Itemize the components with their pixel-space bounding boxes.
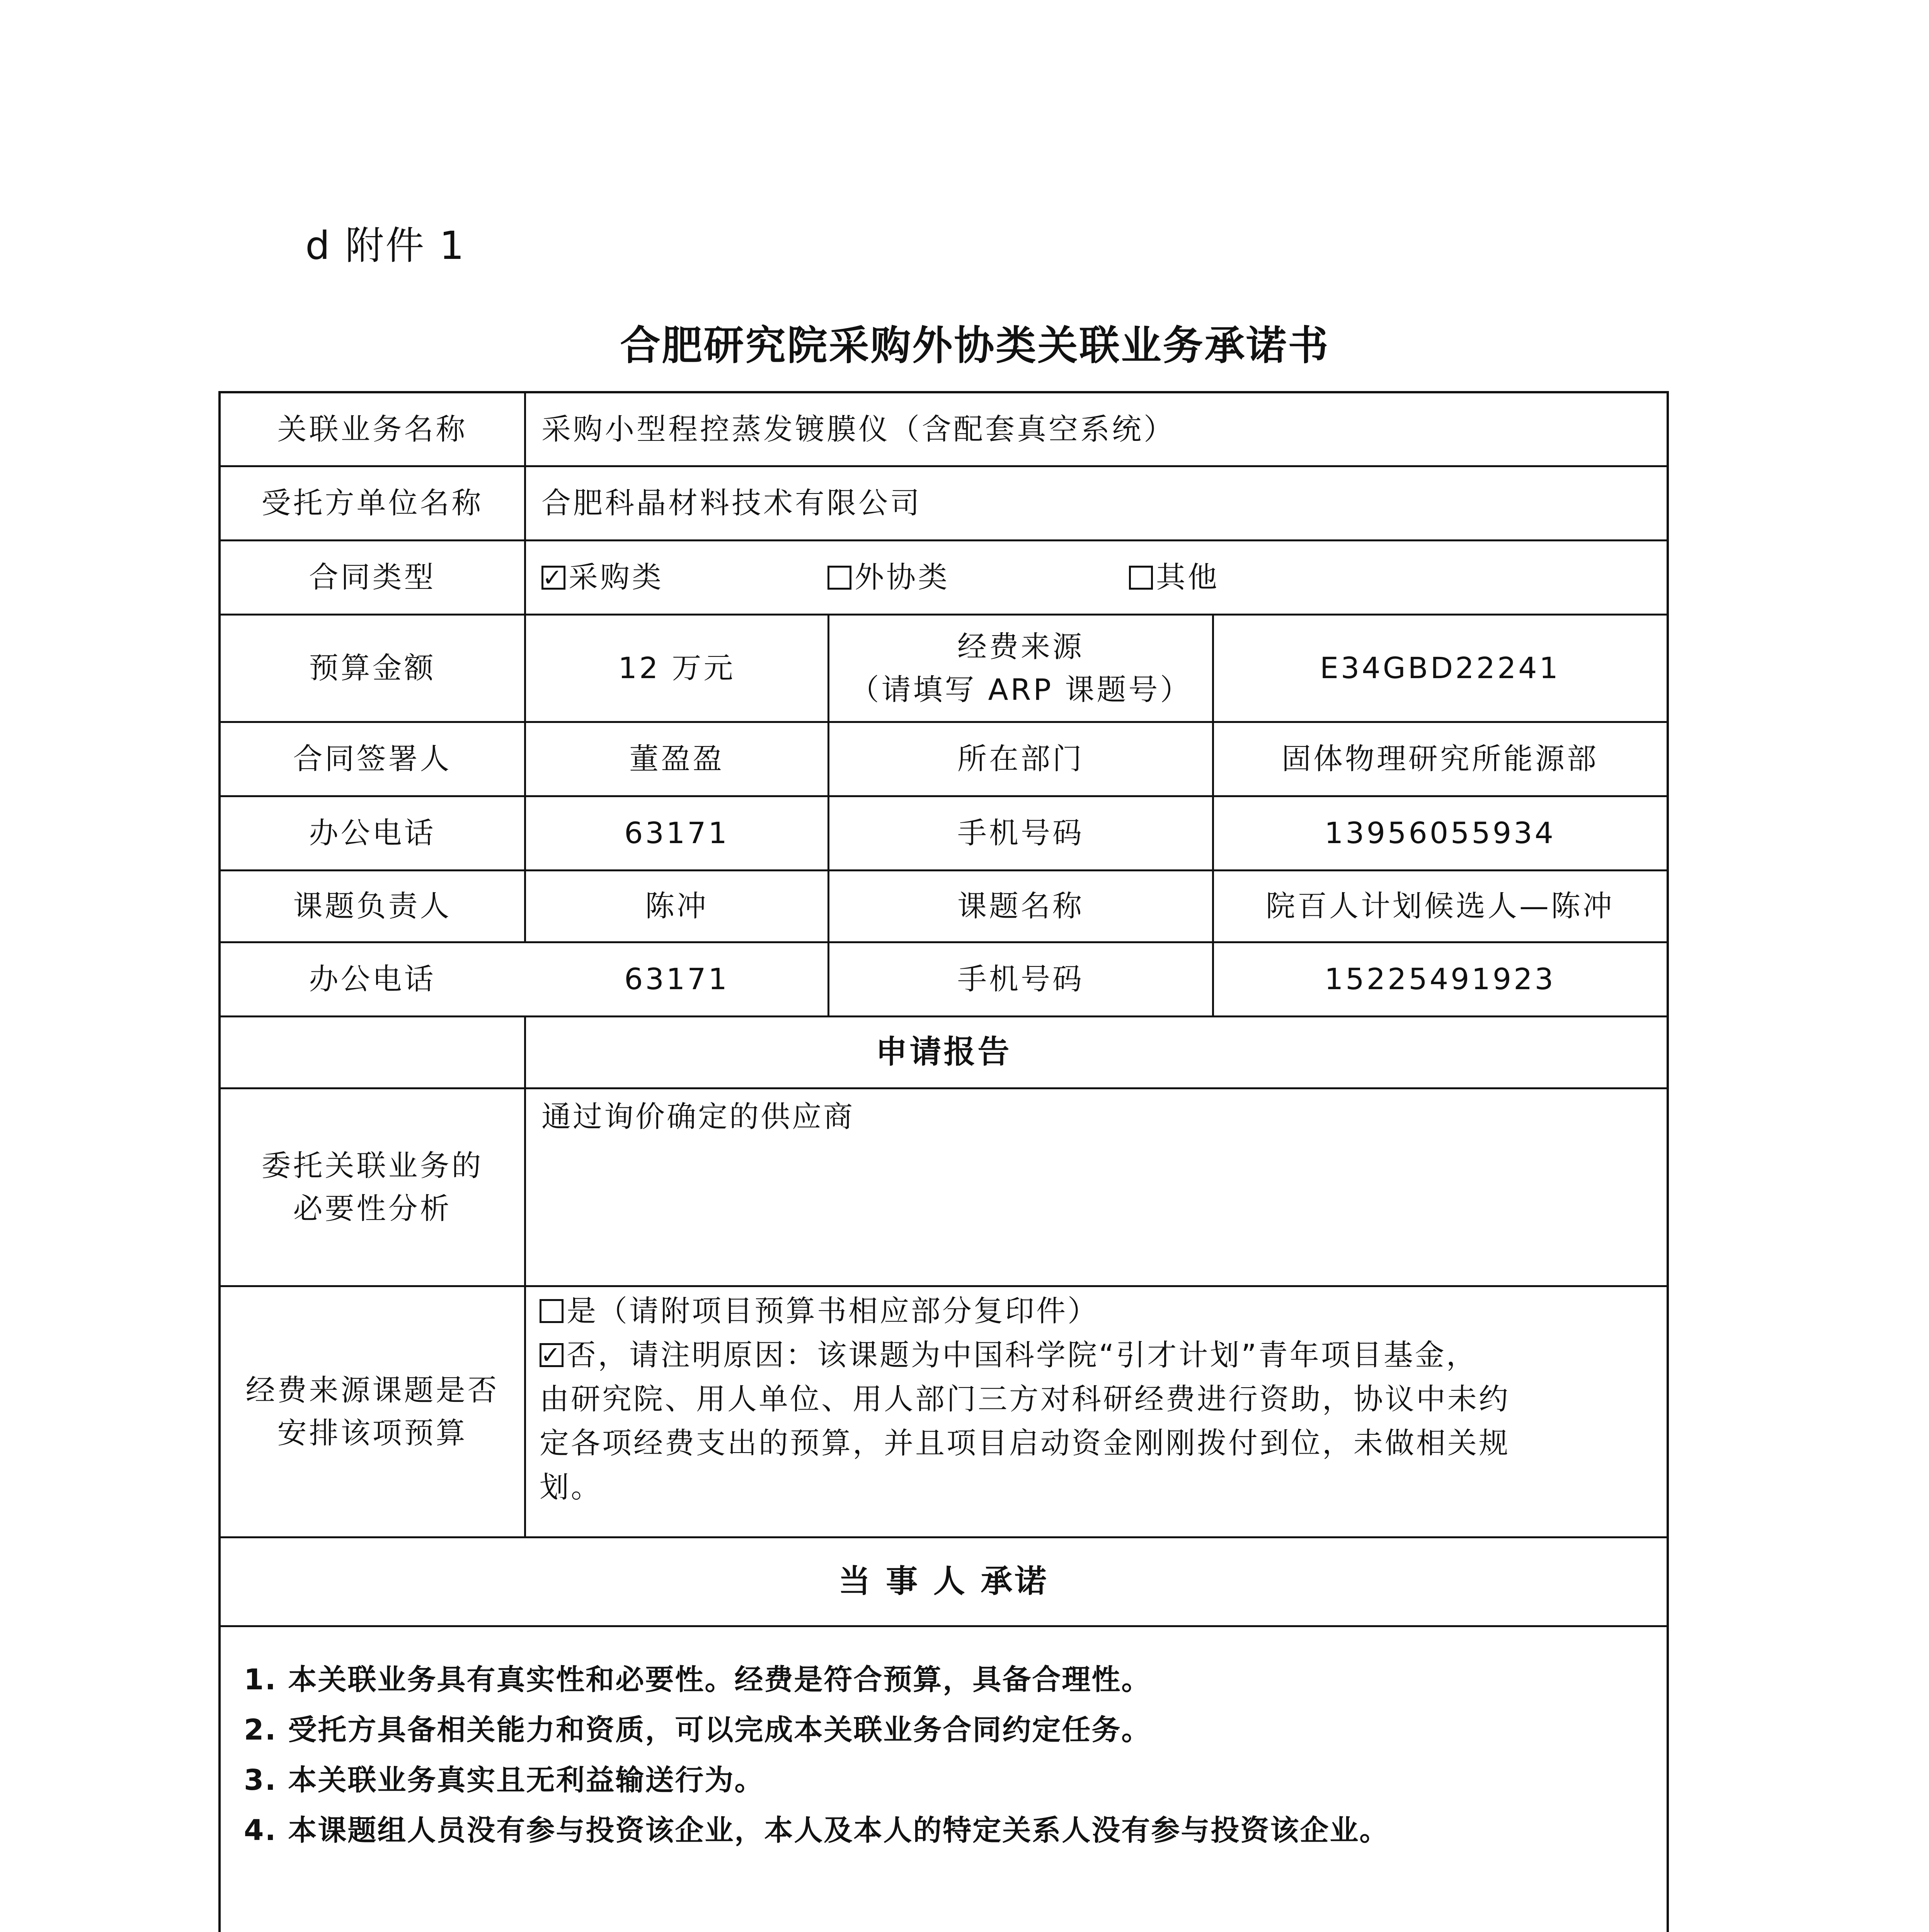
office-phone-value: 63171 (624, 816, 729, 850)
checkbox-icon[interactable] (827, 566, 851, 590)
trustee-unit-value: 合肥科晶材料技术有限公司 (541, 486, 922, 520)
commitment-section-header: 当 事 人 承诺 (838, 1563, 1049, 1600)
checkbox-icon[interactable]: ✓ (540, 1343, 564, 1367)
option-yes[interactable] (540, 1289, 1657, 1333)
option-no[interactable] (540, 1333, 1657, 1377)
project-name-label: 课题名称 (957, 889, 1084, 923)
budget-value: 12 万元 (618, 651, 736, 685)
business-name-label: 关联业务名称 (277, 412, 468, 446)
necessity-label-line: 必要性分析 (293, 1191, 452, 1226)
funding-source-hint: （请填写 ARP 课题号） (850, 672, 1192, 707)
arp-code: E34GBD22241 (1319, 651, 1561, 685)
necessity-label (221, 1089, 524, 1285)
commitment-item: 1. 本关联业务具有真实性和必要性。经费是符合预算，具备合理性。 (244, 1663, 1151, 1696)
reason-line: 划。 (540, 1470, 602, 1504)
signer-value: 董盈盈 (629, 742, 724, 776)
department-label: 所在部门 (957, 742, 1084, 776)
option-yes-label: 是（请附项目预算书相应部分复印件） (567, 1294, 1099, 1328)
commitment-item: 4. 本课题组人员没有参与投资该企业，本人及本人的特定关系人没有参与投资该企业。 (244, 1814, 1389, 1847)
contract-type-label: 合同类型 (309, 560, 436, 595)
office-phone-value: 63171 (624, 962, 729, 997)
checkbox-icon[interactable]: ✓ (541, 566, 565, 590)
project-leader-label: 课题负责人 (293, 889, 452, 923)
checkbox-icon[interactable] (540, 1299, 564, 1323)
option-label: 其他 (1156, 560, 1219, 595)
option-other[interactable] (1129, 556, 1219, 599)
business-name-value: 采购小型程控蒸发镀膜仪（含配套真空系统） (541, 412, 1175, 446)
project-name-value: 院百人计划候选人—陈冲 (1266, 889, 1614, 923)
checkbox-icon[interactable] (1129, 566, 1153, 590)
mobile-value: 13956055934 (1325, 816, 1556, 850)
option-no-label: 否，请注明原因：该课题为中国科学院“引才计划”青年项目基金， (567, 1338, 1478, 1372)
trustee-unit-label: 受托方单位名称 (261, 486, 484, 520)
budget-label: 预算金额 (309, 651, 436, 685)
document-title: 合肥研究院采购外协类关联业务承诺书 (620, 322, 1330, 369)
commitment-form (218, 391, 1669, 1932)
mobile-value: 15225491923 (1325, 962, 1556, 997)
office-phone-label: 办公电话 (309, 816, 436, 850)
office-phone-label: 办公电话 (309, 962, 436, 997)
mobile-label: 手机号码 (957, 816, 1084, 850)
funding-source-title: 经费来源 (957, 629, 1084, 664)
column-divider (524, 1015, 526, 1536)
budget-arranged-label-line: 安排该项预算 (277, 1415, 468, 1450)
commitment-item: 2. 受托方具备相关能力和资质，可以完成本关联业务合同约定任务。 (244, 1713, 1151, 1747)
mobile-label: 手机号码 (957, 962, 1084, 997)
project-leader-value: 陈冲 (645, 889, 708, 923)
budget-arranged-answer (540, 1289, 1657, 1509)
department-value: 固体物理研究所能源部 (1282, 742, 1599, 776)
necessity-label-line: 委托关联业务的 (261, 1148, 484, 1183)
commitment-item: 3. 本关联业务真实且无利益输送行为。 (244, 1764, 764, 1797)
funding-source-label (829, 616, 1212, 721)
attachment-label: d 附件 1 (305, 223, 466, 268)
reason-line: 定各项经费支出的预算，并且项目启动资金刚刚拨付到位，未做相关规 (540, 1426, 1510, 1460)
row-divider (221, 1625, 1667, 1627)
option-label: 外协类 (855, 560, 950, 595)
budget-arranged-label (221, 1287, 524, 1536)
report-section-header: 申请报告 (875, 1034, 1012, 1071)
budget-arranged-label-line: 经费来源课题是否 (245, 1373, 499, 1408)
option-label: 采购类 (569, 560, 664, 595)
signer-label: 合同签署人 (293, 742, 452, 776)
reason-line: 由研究院、用人单位、用人部门三方对科研经费进行资助，协议中未约 (540, 1382, 1510, 1416)
option-purchase[interactable] (541, 556, 827, 599)
contract-type-options (526, 541, 1666, 614)
necessity-text: 通过询价确定的供应商 (541, 1099, 855, 1134)
option-outsourcing[interactable] (827, 556, 1129, 599)
